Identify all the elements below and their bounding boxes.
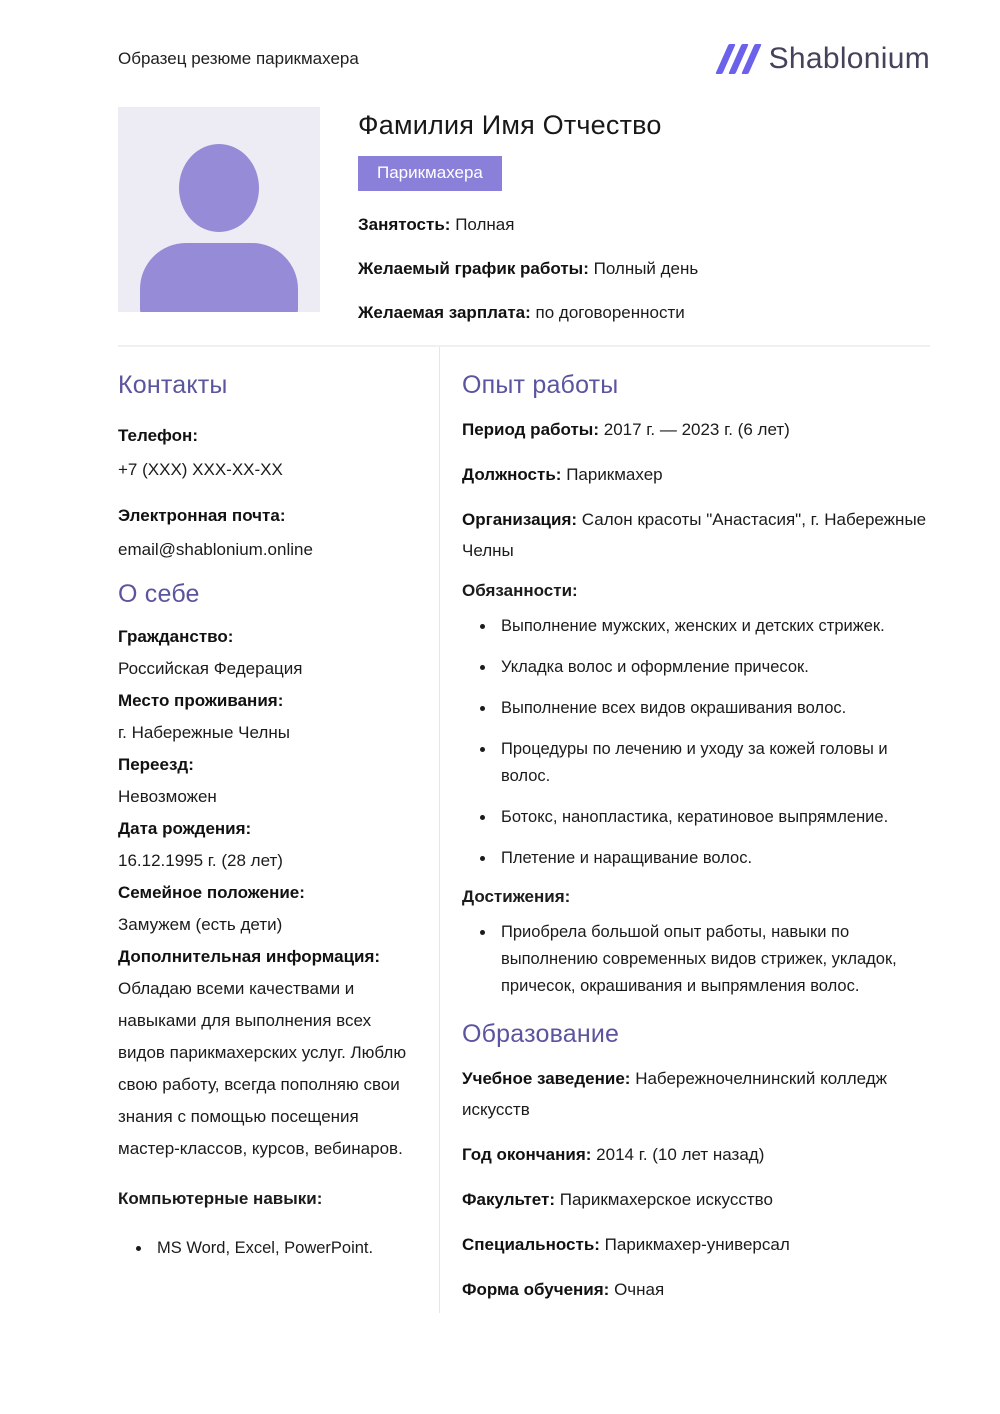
study-form-field	[462, 1274, 930, 1305]
field-value: по договоренности	[535, 303, 685, 322]
field-value: Замужем (есть дети)	[118, 915, 283, 934]
logo-wordmark: Shablonium	[768, 42, 930, 75]
email-item	[118, 506, 417, 560]
organization-field	[462, 504, 930, 566]
field-label: Занятость:	[358, 215, 451, 234]
experience-fields	[462, 414, 930, 566]
list-item: • MS Word, Excel, PowerPoint.	[152, 1235, 417, 1262]
achievements-list	[462, 919, 930, 1000]
field-value: Очная	[614, 1280, 665, 1299]
computer-skills-label: Компьютерные навыки:	[118, 1189, 323, 1208]
field-value: 2017 г. — 2023 г. (6 лет)	[603, 420, 790, 439]
about-item	[118, 813, 417, 877]
about-heading: О себе	[118, 580, 200, 608]
field-label: Электронная почта:	[118, 506, 286, 525]
field-label: Специальность:	[462, 1235, 600, 1254]
field-label: Дополнительная информация:	[118, 947, 381, 966]
education-fields	[462, 1063, 930, 1305]
field-value: Полная	[455, 215, 515, 234]
list-item: • Выполнение всех видов окрашивания волос.	[496, 695, 930, 722]
achievements-label: Достижения:	[462, 887, 571, 906]
person-name: Фамилия Имя Отчество	[358, 110, 662, 140]
experience-heading: Опыт работы	[462, 371, 619, 399]
field-value: г. Набережные Челны	[118, 723, 290, 742]
about-list	[118, 621, 417, 1165]
field-label: Желаемый график работы:	[358, 259, 589, 278]
list-item: • Процедуры по лечению и уходу за кожей головы и волос.	[496, 736, 930, 790]
phone-item	[118, 426, 417, 480]
field-label: Телефон:	[118, 426, 198, 445]
profile-section	[118, 107, 930, 323]
content-columns	[118, 347, 930, 1313]
page-header	[118, 42, 930, 76]
about-item	[118, 621, 417, 685]
duties-label: Обязанности:	[462, 581, 578, 600]
field-label: Гражданство:	[118, 627, 234, 646]
avatar	[118, 107, 320, 312]
about-item	[118, 749, 417, 813]
list-item: • Укладка волос и оформление причесок.	[496, 654, 930, 681]
field-label: Форма обучения:	[462, 1280, 610, 1299]
right-column	[440, 347, 930, 1313]
list-item: • Выполнение мужских, женских и детских стрижек.	[496, 613, 930, 640]
field-value: Парикмахер	[566, 465, 663, 484]
left-column	[118, 347, 440, 1313]
list-item: • Ботокс, нанопластика, кератиновое выпрямление.	[496, 804, 930, 831]
field-value: Невозможен	[118, 787, 217, 806]
field-label: Организация:	[462, 510, 578, 529]
profile-info	[358, 107, 698, 323]
employment-field	[358, 215, 698, 235]
faculty-field	[462, 1184, 930, 1215]
field-label: Семейное положение:	[118, 883, 305, 902]
field-label: Дата рождения:	[118, 819, 252, 838]
field-value: 2014 г. (10 лет назад)	[596, 1145, 765, 1164]
list-item: • Приобрела большой опыт работы, навыки по выполнению современных видов стрижек, укладок, причесок, окрашивания и выпрямления волос.	[496, 919, 930, 1000]
duties-list	[462, 613, 930, 872]
field-value: Парикмахер-универсал	[604, 1235, 790, 1254]
specialty-field	[462, 1229, 930, 1260]
field-label: Переезд:	[118, 755, 194, 774]
about-item	[118, 941, 417, 1165]
field-label: Период работы:	[462, 420, 599, 439]
computer-skills-list	[118, 1235, 417, 1262]
about-item	[118, 685, 417, 749]
field-value: Салон красоты "Анастасия", г. Набережные Челны	[462, 510, 927, 560]
field-label: Желаемая зарплата:	[358, 303, 531, 322]
role-badge: Парикмахера	[358, 156, 502, 191]
list-item: • Плетение и наращивание волос.	[496, 845, 930, 872]
graduation-year-field	[462, 1139, 930, 1170]
period-field	[462, 414, 930, 445]
field-value: Российская Федерация	[118, 659, 303, 678]
field-label: Год окончания:	[462, 1145, 592, 1164]
phone-value: +7 (XXX) XXX-XX-XX	[118, 460, 283, 479]
document-title: Образец резюме парикмахера	[118, 49, 359, 68]
field-value: Обладаю всеми качествами и навыками для выполнения всех видов парикмахерских услуг. Люблю свою работу, всегда пополняю свои знания с помощью посещения мастер-классов, курсов, вебинаров.	[118, 979, 407, 1158]
field-value: Полный день	[593, 259, 699, 278]
education-heading: Образование	[462, 1020, 620, 1048]
salary-field	[358, 303, 698, 323]
position-field	[462, 459, 930, 490]
about-item	[118, 877, 417, 941]
field-label: Должность:	[462, 465, 562, 484]
institution-field	[462, 1063, 930, 1125]
field-label: Учебное заведение:	[462, 1069, 631, 1088]
contacts-heading: Контакты	[118, 371, 228, 399]
schedule-field	[358, 259, 698, 279]
logo-slashes-icon	[722, 44, 757, 74]
email-value: email@shablonium.online	[118, 540, 313, 559]
field-label: Место проживания:	[118, 691, 284, 710]
person-icon	[179, 144, 259, 232]
field-label: Факультет:	[462, 1190, 556, 1209]
field-value: Набережночелнинский колледж искусств	[462, 1069, 887, 1119]
person-icon	[140, 243, 298, 312]
shablonium-logo[interactable]	[722, 42, 930, 76]
field-value: Парикмахерское искусство	[559, 1190, 773, 1209]
field-value: 16.12.1995 г. (28 лет)	[118, 851, 283, 870]
